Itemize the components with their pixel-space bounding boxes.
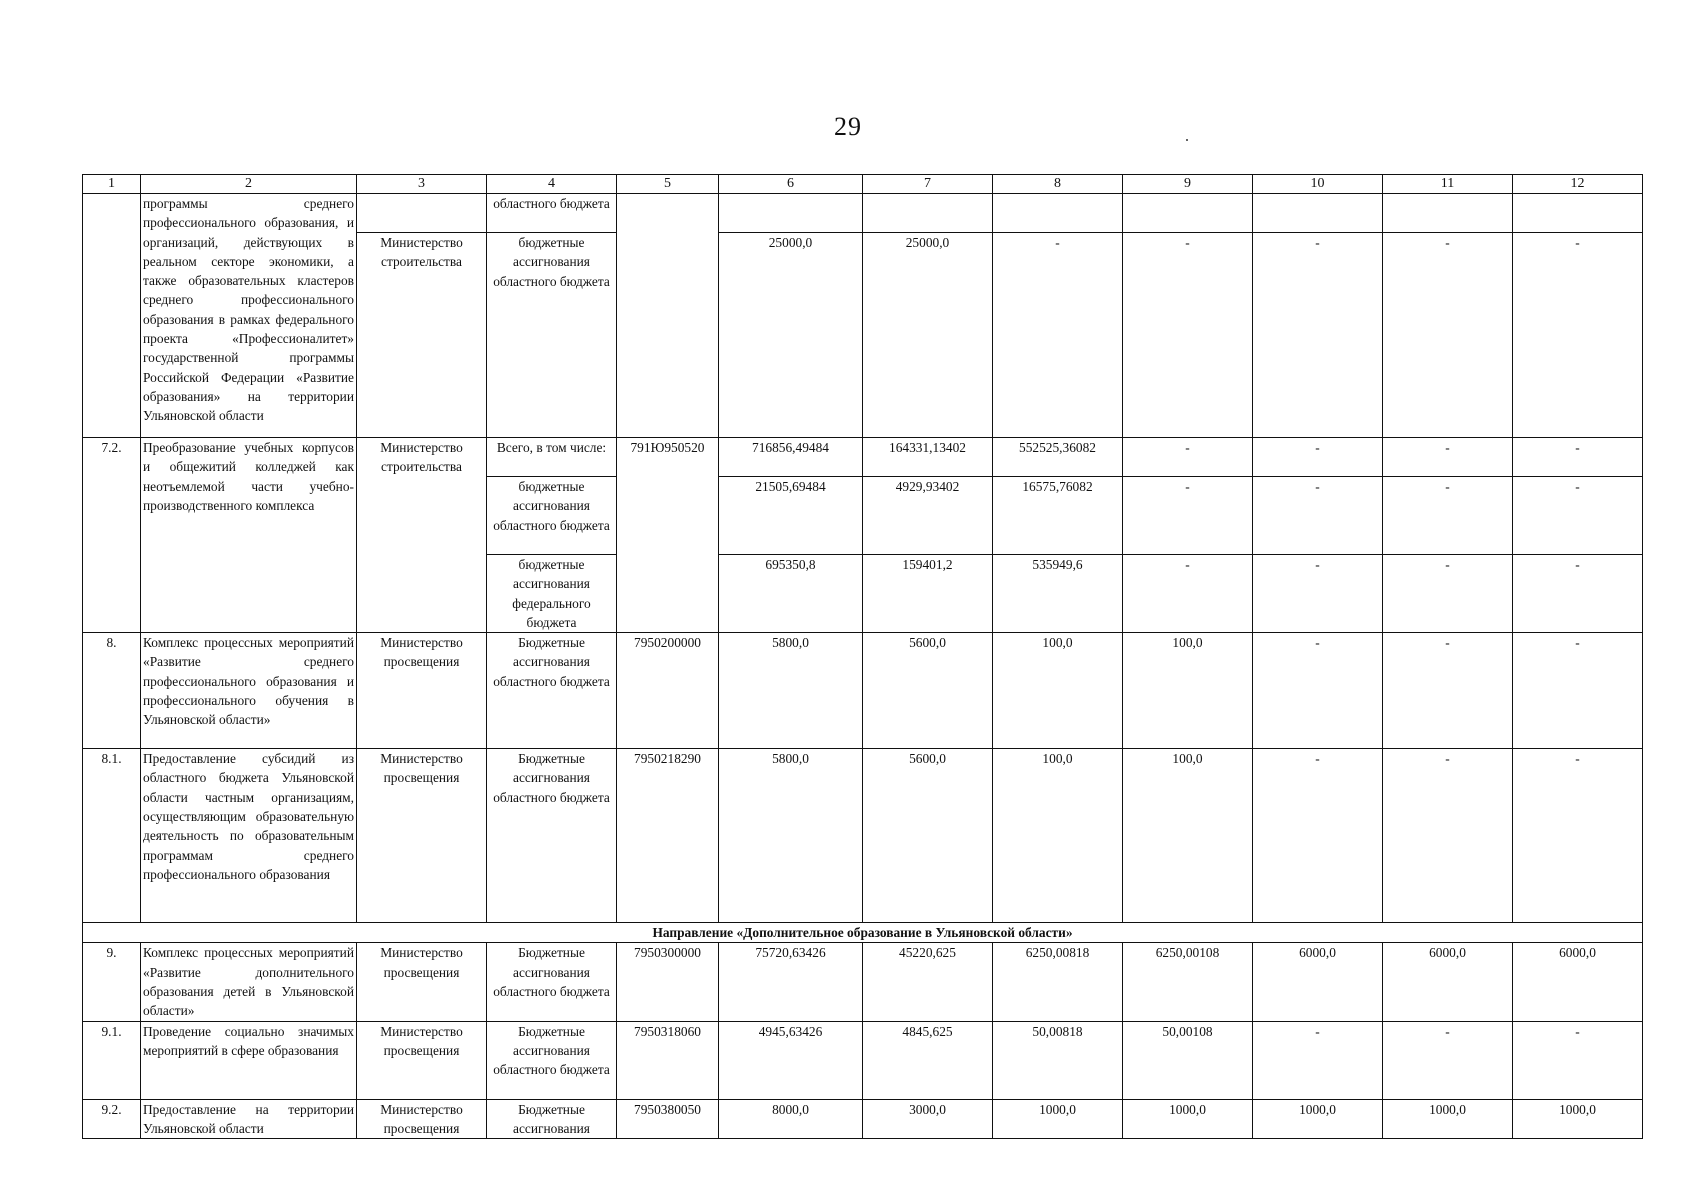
funding-source-cell: Бюджетные ассигнования областного бюджета: [487, 943, 617, 1021]
executor-cell: Министерство строительства: [357, 438, 487, 633]
amount-cell: 695350,8: [719, 555, 863, 633]
amount-cell: -: [1383, 749, 1513, 923]
section-row: [83, 923, 1643, 943]
amount-cell: 5800,0: [719, 633, 863, 749]
amount-cell: 50,00818: [993, 1021, 1123, 1099]
funding-source-cell: Бюджетные ассигнования областного бюджета: [487, 633, 617, 749]
executor-cell: [357, 194, 487, 233]
amount-cell: -: [1513, 1021, 1643, 1099]
amount-cell: -: [1253, 233, 1383, 438]
amount-cell: 100,0: [1123, 749, 1253, 923]
amount-cell: [719, 194, 863, 233]
amount-cell: 6250,00818: [993, 943, 1123, 1021]
funding-source-cell: бюджетные ассигнования федерального бюджета: [487, 555, 617, 633]
table-row: [83, 438, 1643, 477]
activity-name-cell: Предоставление на территории Ульяновской области: [141, 1099, 357, 1139]
amount-cell: 4945,63426: [719, 1021, 863, 1099]
amount-cell: -: [1383, 438, 1513, 477]
amount-cell: 4929,93402: [863, 477, 993, 555]
amount-cell: 6250,00108: [1123, 943, 1253, 1021]
table-row: [83, 633, 1643, 749]
amount-cell: -: [1513, 555, 1643, 633]
scan-speck: [1186, 139, 1188, 141]
row-number-cell: 8.: [83, 633, 141, 749]
amount-cell: 25000,0: [863, 233, 993, 438]
executor-cell: Министерство просвещения: [357, 943, 487, 1021]
header-cell: 9: [1123, 175, 1253, 194]
executor-cell: Министерство просвещения: [357, 749, 487, 923]
amount-cell: -: [1253, 555, 1383, 633]
row-number-cell: 7.2.: [83, 438, 141, 633]
header-cell: 6: [719, 175, 863, 194]
table-row: [83, 943, 1643, 1021]
amount-cell: -: [1123, 477, 1253, 555]
amount-cell: [1253, 194, 1383, 233]
amount-cell: 535949,6: [993, 555, 1123, 633]
funding-source-cell: Всего, в том числе:: [487, 438, 617, 477]
activity-name-cell: программы среднего профессионального образования, и организаций, действующих в реальном секторе экономики, а также образовательных кластеров среднего профессионального образования в рамках федерального проекта «Профессионалитет» государственной программы Российской Федерации «Развитие образования» на территории Ульяновской области: [141, 194, 357, 438]
header-cell: 8: [993, 175, 1123, 194]
amount-cell: [863, 194, 993, 233]
header-cell: 5: [617, 175, 719, 194]
amount-cell: -: [1383, 555, 1513, 633]
amount-cell: -: [1253, 1021, 1383, 1099]
funding-source-cell: бюджетные ассигнования областного бюджета: [487, 477, 617, 555]
row-number-cell: [83, 194, 141, 438]
page-number: 29: [834, 112, 862, 141]
amount-cell: 8000,0: [719, 1099, 863, 1139]
budget-code-cell: 7950318060: [617, 1021, 719, 1099]
header-cell: 11: [1383, 175, 1513, 194]
header-cell: 3: [357, 175, 487, 194]
amount-cell: 5600,0: [863, 749, 993, 923]
header-cell: 10: [1253, 175, 1383, 194]
executor-cell: Министерство просвещения: [357, 633, 487, 749]
amount-cell: 5800,0: [719, 749, 863, 923]
amount-cell: -: [1383, 233, 1513, 438]
funding-source-cell: бюджетные ассигнования областного бюджета: [487, 233, 617, 438]
activity-name-cell: Преобразование учебных корпусов и общежитий колледжей как неотъемлемой части учебно-производственного комплекса: [141, 438, 357, 633]
amount-cell: 6000,0: [1383, 943, 1513, 1021]
row-number-cell: 9.1.: [83, 1021, 141, 1099]
amount-cell: -: [1513, 233, 1643, 438]
amount-cell: -: [1253, 633, 1383, 749]
executor-cell: Министерство просвещения: [357, 1099, 487, 1139]
amount-cell: -: [1123, 438, 1253, 477]
activity-name-cell: Комплекс процессных мероприятий «Развитие среднего профессионального образования и профессионального обучения в Ульяновской области»: [141, 633, 357, 749]
row-number-cell: 9.2.: [83, 1099, 141, 1139]
amount-cell: 16575,76082: [993, 477, 1123, 555]
amount-cell: 1000,0: [1253, 1099, 1383, 1139]
amount-cell: -: [1513, 438, 1643, 477]
amount-cell: [1513, 194, 1643, 233]
amount-cell: 159401,2: [863, 555, 993, 633]
row-number-cell: 9.: [83, 943, 141, 1021]
amount-cell: -: [1253, 438, 1383, 477]
header-cell: 4: [487, 175, 617, 194]
amount-cell: 1000,0: [1123, 1099, 1253, 1139]
budget-code-cell: 7950200000: [617, 633, 719, 749]
budget-code-cell: 7950218290: [617, 749, 719, 923]
amount-cell: -: [1253, 477, 1383, 555]
amount-cell: -: [1253, 749, 1383, 923]
table-row: [83, 1021, 1643, 1099]
amount-cell: 5600,0: [863, 633, 993, 749]
amount-cell: -: [993, 233, 1123, 438]
funding-source-cell: областного бюджета: [487, 194, 617, 233]
activity-name-cell: Комплекс процессных мероприятий «Развитие дополнительного образования детей в Ульяновской области»: [141, 943, 357, 1021]
activity-name-cell: Предоставление субсидий из областного бюджета Ульяновской области частным организациям, осуществляющим образовательную деятельность по образовательным программам среднего профессионального образования: [141, 749, 357, 923]
header-cell: 7: [863, 175, 993, 194]
amount-cell: 1000,0: [993, 1099, 1123, 1139]
table-row: [83, 194, 1643, 233]
row-number-cell: 8.1.: [83, 749, 141, 923]
amount-cell: 21505,69484: [719, 477, 863, 555]
amount-cell: 45220,625: [863, 943, 993, 1021]
amount-cell: -: [1383, 477, 1513, 555]
amount-cell: [993, 194, 1123, 233]
budget-code-cell: 7950380050: [617, 1099, 719, 1139]
amount-cell: 3000,0: [863, 1099, 993, 1139]
amount-cell: -: [1513, 633, 1643, 749]
amount-cell: 4845,625: [863, 1021, 993, 1099]
header-cell: 1: [83, 175, 141, 194]
header-cell: 2: [141, 175, 357, 194]
amount-cell: -: [1513, 477, 1643, 555]
amount-cell: 1000,0: [1513, 1099, 1643, 1139]
budget-code-cell: [617, 194, 719, 438]
activity-name-cell: Проведение социально значимых мероприятий в сфере образования: [141, 1021, 357, 1099]
amount-cell: 6000,0: [1513, 943, 1643, 1021]
funding-source-cell: Бюджетные ассигнования: [487, 1099, 617, 1139]
amount-cell: 50,00108: [1123, 1021, 1253, 1099]
amount-cell: 25000,0: [719, 233, 863, 438]
amount-cell: -: [1123, 233, 1253, 438]
executor-cell: Министерство просвещения: [357, 1021, 487, 1099]
amount-cell: 100,0: [993, 749, 1123, 923]
budget-code-cell: 791Ю950520: [617, 438, 719, 633]
table-row: [83, 1099, 1643, 1139]
amount-cell: -: [1383, 633, 1513, 749]
funding-source-cell: Бюджетные ассигнования областного бюджета: [487, 749, 617, 923]
section-heading: Направление «Дополнительное образование в Ульяновской области»: [83, 923, 1643, 943]
amount-cell: -: [1513, 749, 1643, 923]
header-cell: 12: [1513, 175, 1643, 194]
amount-cell: 716856,49484: [719, 438, 863, 477]
amount-cell: 75720,63426: [719, 943, 863, 1021]
amount-cell: 100,0: [1123, 633, 1253, 749]
amount-cell: -: [1123, 555, 1253, 633]
budget-code-cell: 7950300000: [617, 943, 719, 1021]
amount-cell: 6000,0: [1253, 943, 1383, 1021]
amount-cell: [1123, 194, 1253, 233]
executor-cell: Министерство строительства: [357, 233, 487, 438]
amount-cell: 164331,13402: [863, 438, 993, 477]
amount-cell: 1000,0: [1383, 1099, 1513, 1139]
header-row: [83, 175, 1643, 194]
amount-cell: -: [1383, 1021, 1513, 1099]
amount-cell: 552525,36082: [993, 438, 1123, 477]
amount-cell: 100,0: [993, 633, 1123, 749]
budget-table: [82, 174, 1643, 1139]
table-row: [83, 749, 1643, 923]
amount-cell: [1383, 194, 1513, 233]
funding-source-cell: Бюджетные ассигнования областного бюджета: [487, 1021, 617, 1099]
